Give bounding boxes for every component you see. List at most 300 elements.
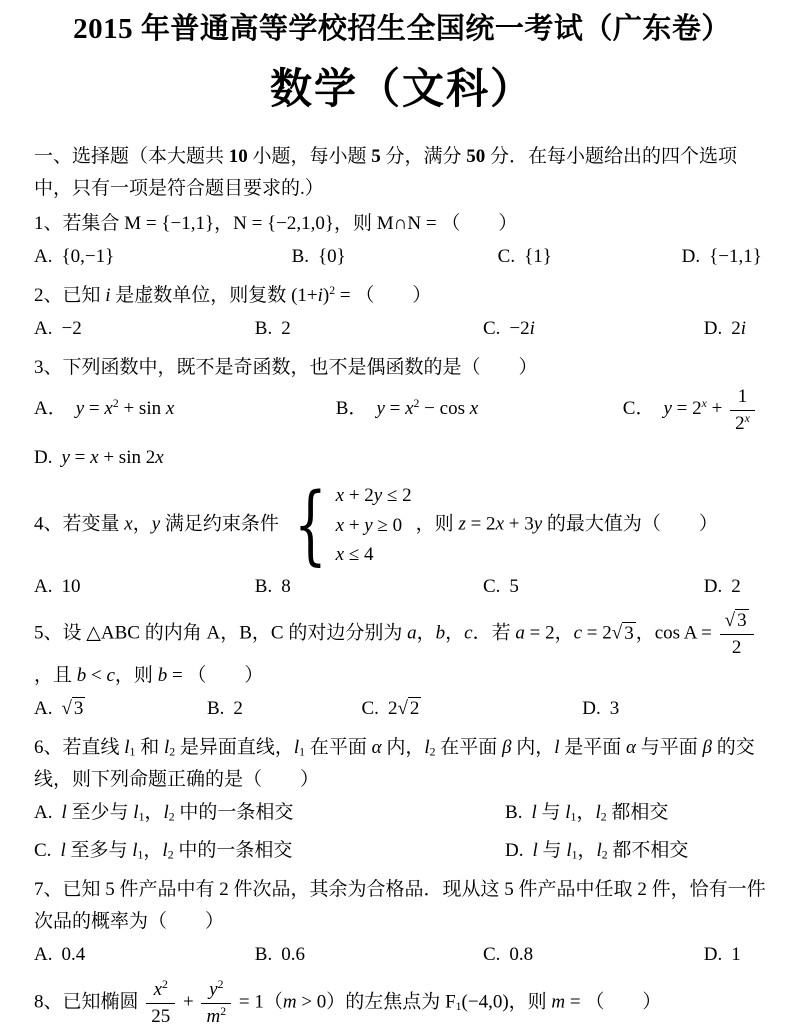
math-roman-fragment: ≥ 0: [372, 514, 403, 536]
option-content: [509, 944, 533, 965]
math-italic-fragment: y: [373, 485, 383, 507]
text-fragment: 分，满分: [380, 146, 467, 168]
question-7-option-b: [255, 939, 483, 971]
text-fragment: 6、若直线: [34, 736, 125, 758]
math-italic-fragment: x: [744, 411, 750, 425]
math-italic-fragment: b: [435, 623, 446, 645]
option-content: [60, 840, 292, 861]
math-roman-fragment: 2: [169, 745, 176, 759]
math-italic-fragment: α: [626, 736, 637, 758]
math-roman-fragment: M = {−1,1}: [124, 213, 215, 235]
text-fragment: 件次品，其余为合格品．现从这: [228, 879, 505, 901]
question-4-option-a: [34, 571, 255, 603]
math-italic-fragment: l: [596, 840, 602, 862]
math-italic-fragment: y: [209, 979, 218, 1001]
text-fragment: 至少与: [66, 801, 134, 823]
question-4-option-c: [483, 571, 704, 603]
text-fragment: ，则: [415, 513, 459, 535]
math-roman-fragment: − cos: [419, 398, 470, 420]
math-roman-fragment: 3: [73, 697, 84, 719]
math-roman-fragment: 2: [219, 879, 229, 901]
radical-sign: √: [724, 610, 736, 632]
option-label: C.: [361, 697, 379, 719]
math-roman-fragment: + sin 2: [98, 447, 156, 469]
option-content: [233, 698, 243, 719]
radical-sign: √: [611, 623, 623, 645]
math-roman-fragment: 2: [329, 284, 336, 298]
fraction-denominator: [201, 1004, 231, 1029]
question-4-stem: [34, 474, 770, 575]
math-italic-fragment: x: [104, 398, 113, 420]
option-label: A.: [34, 575, 53, 597]
math-roman-fragment: 2: [112, 397, 119, 411]
math-italic-fragment: y: [533, 513, 543, 535]
math-roman-fragment: 2: [731, 637, 742, 659]
math-italic-fragment: y: [75, 398, 85, 420]
question-1-options: [34, 241, 770, 273]
math-italic-fragment: y: [151, 513, 161, 535]
math-italic-fragment: l: [163, 801, 169, 823]
math-italic-fragment: l: [424, 736, 430, 758]
math-roman-fragment: = 2: [582, 623, 612, 645]
text-fragment: 中的一条相交: [174, 801, 294, 823]
question-1-option-a: [34, 241, 292, 273]
question-6-option-c: [34, 835, 505, 867]
text-fragment: 7、已知: [34, 879, 106, 901]
text-fragment: （: [263, 991, 283, 1013]
math-roman-fragment: =: [384, 398, 406, 420]
math-italic-fragment: b: [76, 664, 87, 686]
math-roman-fragment: =: [69, 447, 91, 469]
math-roman-fragment: 2: [637, 879, 647, 901]
question-7-option-c: [483, 939, 704, 971]
math-roman-fragment: = 1: [234, 991, 264, 1013]
math-roman-fragment: 2: [731, 575, 741, 597]
math-roman-fragment: +: [706, 398, 728, 420]
math-italic-fragment: x: [405, 398, 414, 420]
math-roman-fragment: B: [239, 623, 252, 645]
question-6-option-a: [34, 797, 505, 829]
option-content: [281, 944, 305, 965]
exam-title-line2: 数学（文科）: [269, 67, 534, 114]
math-roman-fragment: +: [344, 514, 365, 536]
question-5-option-c: [362, 693, 583, 725]
math-roman-fragment: 1: [570, 810, 577, 824]
option-content: [731, 944, 741, 965]
math-roman-fragment: = 2: [671, 398, 702, 420]
radicand: [622, 622, 636, 644]
math-roman-fragment: 2: [429, 745, 436, 759]
option-label: A.: [34, 246, 53, 268]
text-fragment: 至多与: [65, 840, 133, 862]
option-content: [281, 318, 291, 339]
text-fragment: 内，: [381, 736, 425, 758]
math-roman-fragment: 2: [168, 810, 175, 824]
math-italic-fragment: α: [371, 736, 382, 758]
math-italic-fragment: z: [458, 513, 466, 535]
text-fragment: 1、若集合: [34, 213, 125, 235]
question-2-stem: [34, 280, 770, 312]
math-roman-fragment: {0}: [318, 246, 346, 268]
math-italic-fragment: l: [565, 801, 571, 823]
option-label: C.: [34, 840, 52, 862]
math-italic-fragment: m: [282, 991, 297, 1013]
text-fragment: 的最大值为（ ）: [542, 513, 718, 535]
text-fragment: ，: [635, 623, 655, 645]
option-content: [61, 697, 85, 719]
math-italic-fragment: x: [469, 398, 479, 420]
fraction: [146, 978, 175, 1029]
superscript: [220, 1005, 226, 1018]
math-italic-fragment: c: [464, 623, 473, 645]
math-roman-fragment: A: [206, 623, 221, 645]
text-fragment: ，: [576, 801, 596, 823]
math-italic-fragment: l: [566, 840, 572, 862]
math-roman-fragment: 0.8: [509, 944, 534, 966]
math-roman-fragment: 8: [281, 575, 291, 597]
math-italic-fragment: l: [532, 840, 538, 862]
option-label: A.: [34, 697, 53, 719]
math-italic-fragment: l: [162, 840, 168, 862]
text-fragment: 是平面: [559, 736, 627, 758]
math-roman-fragment: 5: [504, 879, 514, 901]
option-content: [61, 802, 293, 823]
text-fragment: 都不相交: [607, 840, 689, 862]
option-content: [509, 576, 519, 597]
text-fragment: ，: [220, 623, 240, 645]
question-1-option-b: [292, 241, 498, 273]
math-italic-fragment: x: [335, 514, 345, 536]
math-roman-fragment: =: [84, 398, 105, 420]
text-fragment: （ ）: [585, 991, 662, 1013]
text-fragment: 4、若变量: [34, 513, 125, 535]
text-fragment: 分．在每小题给出的四个选项中，只有一项是符合题目要求的.）: [34, 146, 738, 200]
math-roman-fragment: ): [322, 285, 330, 307]
square-root: [61, 697, 85, 719]
math-italic-fragment: l: [293, 736, 300, 758]
question-7: [34, 874, 770, 971]
math-roman-fragment: 1: [138, 810, 145, 824]
option-label: A．: [34, 398, 67, 420]
option-content: [61, 447, 163, 468]
text-fragment: 都相交: [606, 801, 669, 823]
question-4: [34, 474, 770, 602]
math-italic-fragment: x: [155, 447, 164, 469]
fraction-numerator: [146, 978, 175, 1004]
question-6-options-row2: [34, 835, 770, 867]
option-content: [61, 576, 80, 597]
math-roman-fragment: 2: [167, 849, 174, 863]
math-roman-fragment: 2: [220, 1004, 227, 1018]
math-italic-fragment: l: [531, 801, 537, 823]
math-roman-fragment: 2: [601, 849, 608, 863]
text-fragment: ，: [143, 840, 163, 862]
text-fragment: 与: [537, 840, 567, 862]
math-roman-fragment: N = {−2,1,0}: [233, 213, 335, 235]
text-fragment: 是异面直线，: [175, 736, 294, 758]
math-italic-fragment: c: [573, 623, 583, 645]
constraint-rows: [336, 481, 412, 569]
math-roman-fragment: 2: [233, 697, 243, 719]
bold-fragment: 50: [466, 146, 486, 168]
question-2-option-c: [483, 313, 704, 345]
option-label: D.: [703, 317, 723, 339]
question-3-option-a: [34, 393, 336, 425]
option-label: D.: [34, 447, 53, 469]
question-6: [34, 732, 770, 868]
option-content: [533, 840, 689, 861]
math-roman-fragment: 25: [151, 1005, 171, 1027]
text-fragment: （ ）: [187, 664, 264, 686]
question-7-option-d: [704, 939, 741, 971]
option-label: D.: [505, 840, 524, 862]
question-5-option-b: [207, 693, 362, 725]
question-6-stem: [34, 732, 770, 796]
math-italic-fragment: x: [335, 485, 345, 507]
math-roman-fragment: 5: [105, 879, 115, 901]
math-italic-fragment: l: [133, 801, 139, 823]
math-italic-fragment: l: [163, 736, 170, 758]
text-fragment: （ ）: [355, 285, 432, 307]
option-content: [376, 398, 478, 419]
option-content: [76, 398, 175, 419]
math-roman-fragment: M∩N =: [376, 213, 442, 235]
math-roman-fragment: 2: [162, 978, 168, 992]
constraint-row: [336, 511, 412, 540]
math-roman-fragment: (−4,0): [461, 991, 509, 1013]
math-italic-fragment: β: [502, 736, 512, 758]
text-fragment: 一、选择题（本大题共: [34, 146, 229, 168]
math-italic-fragment: l: [132, 840, 138, 862]
option-content: [610, 698, 620, 719]
text-fragment: 件产品中任取: [513, 879, 638, 901]
math-roman-fragment: 0.6: [281, 944, 305, 966]
text-fragment: 的交线，则下列命题正确的是（ ）: [34, 736, 755, 790]
math-italic-fragment: y: [364, 514, 373, 536]
option-label: A.: [34, 801, 53, 823]
math-roman-fragment: cos A =: [654, 623, 717, 645]
option-content: [731, 576, 741, 597]
question-6-options-row1: [34, 797, 770, 829]
superscript: [745, 412, 750, 425]
section-1-heading: [34, 141, 770, 205]
text-fragment: ，则: [114, 664, 158, 686]
question-2-option-a: [34, 313, 255, 345]
option-content: [388, 697, 421, 719]
question-2-option-d: [704, 313, 746, 345]
text-fragment: ，且: [34, 664, 77, 686]
square-root: [612, 622, 636, 644]
superscript: [218, 978, 224, 991]
left-brace: {: [293, 474, 327, 575]
math-roman-fragment: 2: [735, 412, 745, 434]
text-fragment: 与: [536, 801, 566, 823]
text-fragment: ，: [554, 623, 574, 645]
option-label: B.: [291, 246, 310, 268]
text-fragment: 小题，每小题: [247, 146, 372, 168]
math-italic-fragment: x: [165, 398, 175, 420]
math-roman-fragment: = 2: [465, 513, 496, 535]
square-root: [725, 609, 749, 631]
math-italic-fragment: x: [153, 979, 163, 1001]
question-7-options: [34, 939, 770, 971]
math-italic-fragment: i: [105, 285, 111, 307]
text-fragment: 3、下列函数中，既不是奇函数，也不是偶函数的是（ ）: [34, 356, 538, 378]
math-roman-fragment: −2: [509, 317, 530, 339]
math-roman-fragment: +: [178, 991, 199, 1013]
math-roman-fragment: {1}: [524, 246, 552, 268]
text-fragment: ，: [132, 513, 152, 535]
fraction-denominator: [730, 411, 755, 436]
question-3-option-b: [336, 393, 623, 425]
text-fragment: ，: [251, 623, 271, 645]
math-italic-fragment: l: [61, 801, 67, 823]
text-fragment: （ ）: [441, 213, 518, 235]
option-content: [531, 802, 668, 823]
question-8-stem: [34, 978, 770, 1029]
math-roman-fragment: 5: [509, 575, 519, 597]
question-5-options: [34, 693, 770, 725]
math-italic-fragment: y: [376, 398, 385, 420]
question-1-stem: [34, 208, 770, 240]
math-italic-fragment: a: [407, 623, 417, 645]
option-label: C.: [482, 317, 501, 339]
question-7-stem: [34, 874, 770, 938]
math-roman-fragment: 1: [455, 1000, 462, 1014]
math-roman-fragment: 2: [387, 697, 398, 719]
option-content: [61, 318, 81, 339]
option-label: C.: [482, 575, 501, 597]
math-roman-fragment: F: [445, 991, 456, 1013]
option-content: [709, 246, 762, 267]
question-3-options-row2: [34, 442, 770, 474]
option-content: [663, 385, 757, 434]
text-fragment: 在平面: [435, 736, 503, 758]
math-italic-fragment: x: [90, 447, 99, 469]
math-italic-fragment: β: [702, 736, 713, 758]
question-4-option-d: [704, 571, 741, 603]
math-roman-fragment: > 0: [296, 991, 327, 1013]
math-italic-fragment: l: [124, 736, 130, 758]
question-6-option-b: [505, 797, 668, 829]
text-fragment: ，: [214, 213, 234, 235]
option-label: B.: [254, 317, 273, 339]
option-label: D.: [703, 575, 723, 597]
radical-sign: √: [61, 697, 72, 719]
math-roman-fragment: 2: [281, 317, 291, 339]
radicand: [735, 609, 749, 631]
option-content: [524, 246, 552, 267]
math-italic-fragment: c: [106, 664, 115, 686]
question-5-stem: [34, 609, 770, 691]
math-roman-fragment: 0.4: [61, 944, 86, 966]
option-content: [731, 318, 746, 339]
text-fragment: ，则: [508, 991, 552, 1013]
fraction: [720, 609, 754, 660]
math-italic-fragment: m: [551, 991, 566, 1013]
option-label: D.: [681, 246, 701, 268]
text-fragment: ，则: [334, 213, 377, 235]
text-fragment: ，: [445, 623, 465, 645]
math-roman-fragment: =: [335, 285, 356, 307]
text-fragment: 内，: [511, 736, 555, 758]
bold-fragment: 10: [228, 146, 248, 168]
math-roman-fragment: 1: [129, 745, 136, 759]
math-roman-fragment: = 2: [524, 623, 555, 645]
text-fragment: ，: [577, 840, 597, 862]
fraction-denominator: [720, 635, 754, 660]
math-roman-fragment: {−1,1}: [709, 246, 762, 268]
text-fragment: 件产品中有: [114, 879, 220, 901]
option-label: B.: [206, 697, 225, 719]
question-4-options: [34, 571, 770, 603]
question-2: [34, 280, 770, 345]
math-roman-fragment: 3: [609, 697, 620, 719]
question-3-option-d: [34, 442, 164, 474]
text-fragment: 2、已知: [34, 285, 106, 307]
math-roman-fragment: ≤ 2: [382, 485, 412, 507]
option-label: C．: [622, 398, 655, 420]
radicand: [408, 697, 422, 719]
math-roman-fragment: 1: [731, 944, 741, 966]
option-label: B．: [335, 398, 368, 420]
math-roman-fragment: −2: [61, 317, 82, 339]
math-italic-fragment: i: [740, 317, 747, 339]
question-5-option-a: [34, 693, 207, 725]
text-fragment: 与平面: [636, 736, 703, 758]
fraction-denominator: [146, 1004, 175, 1029]
math-roman-fragment: ≤ 4: [344, 544, 374, 566]
math-italic-fragment: x: [701, 397, 707, 411]
text-fragment: 件，恰有一件次品的概率为（ ）: [34, 879, 766, 933]
option-label: B.: [254, 575, 273, 597]
math-roman-fragment: =: [167, 664, 188, 686]
constraint-row: [336, 540, 412, 569]
math-roman-fragment: 3: [737, 610, 747, 632]
text-fragment: 5、设: [34, 623, 87, 645]
text-fragment: 满足约束条件: [160, 513, 279, 535]
option-label: A.: [34, 944, 53, 966]
question-4-option-b: [255, 571, 483, 603]
math-roman-fragment: 2: [600, 810, 607, 824]
math-italic-fragment: l: [595, 801, 601, 823]
option-label: D.: [703, 944, 723, 966]
option-label: B.: [505, 801, 523, 823]
math-roman-fragment: 2: [731, 317, 741, 339]
math-roman-fragment: 2: [217, 978, 224, 992]
constraint-row: [336, 481, 412, 510]
math-roman-fragment: =: [565, 991, 586, 1013]
question-2-options: [34, 313, 770, 345]
text-fragment: 8、已知椭圆: [34, 991, 144, 1013]
question-7-option-a: [34, 939, 255, 971]
fraction-numerator: [201, 978, 231, 1004]
fraction-numerator: [720, 609, 754, 635]
math-italic-fragment: y: [663, 398, 672, 420]
question-6-option-d: [505, 835, 688, 867]
question-8: [34, 978, 770, 1029]
option-content: [281, 576, 291, 597]
fraction: [201, 978, 231, 1029]
math-roman-fragment: 2: [413, 397, 420, 411]
question-3-stem: [34, 352, 770, 384]
text-fragment: 中的一条相交: [173, 840, 293, 862]
text-fragment: 在平面: [305, 736, 372, 758]
square-root: [397, 697, 421, 719]
question-3-option-c: [623, 385, 758, 436]
constraint-system: [283, 474, 412, 575]
bold-fragment: 5: [371, 146, 381, 168]
